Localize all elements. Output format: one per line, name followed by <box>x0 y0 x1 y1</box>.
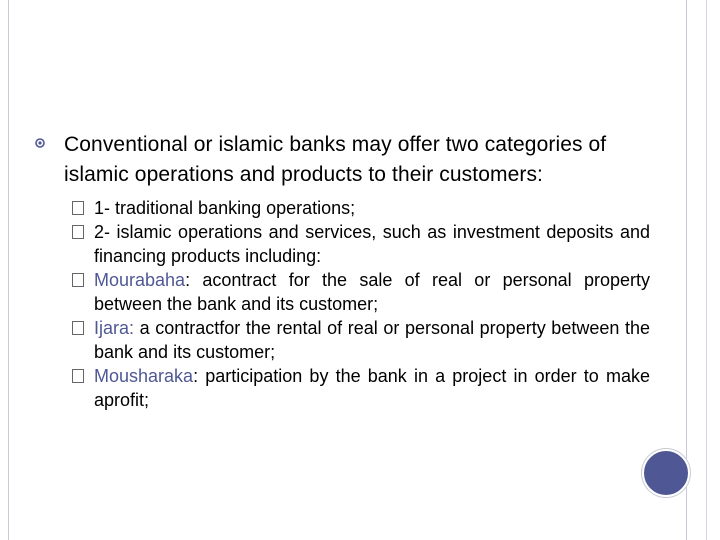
decorative-circle <box>642 449 690 497</box>
sub-point-text: a contractfor the rental of real or personal property between the bank and its customer; <box>94 318 650 362</box>
sub-point <box>72 196 650 220</box>
left-frame-line <box>8 0 9 540</box>
circle-bullet-icon <box>35 138 45 148</box>
sub-point-text: 1- traditional banking operations; <box>94 198 356 218</box>
sub-point <box>72 364 650 412</box>
sub-point-keyword: Mousharaka <box>94 366 194 386</box>
square-bullet-icon <box>72 369 84 383</box>
sub-point <box>72 220 650 268</box>
sub-point-text: : participation by the bank in a project in order to make aprofit; <box>94 366 650 410</box>
right-frame-line-outer <box>706 0 707 540</box>
sub-point <box>72 268 650 316</box>
sub-point <box>72 316 650 364</box>
main-point-text: Conventional or islamic banks may offer two categories of islamic operations and products to their customers: <box>64 133 607 186</box>
square-bullet-icon <box>72 225 84 239</box>
sub-point-keyword: Mourabaha <box>94 270 186 290</box>
square-bullet-icon <box>72 321 84 335</box>
sub-point-keyword: Ijara: <box>94 318 135 338</box>
sub-point-text: 2- islamic operations and services, such as investment deposits and financing products including: <box>94 222 650 266</box>
sub-point-text: : acontract for the sale of real or personal property between the bank and its customer; <box>94 270 650 314</box>
sub-point-list <box>72 196 650 412</box>
square-bullet-icon <box>72 273 84 287</box>
square-bullet-icon <box>72 201 84 215</box>
